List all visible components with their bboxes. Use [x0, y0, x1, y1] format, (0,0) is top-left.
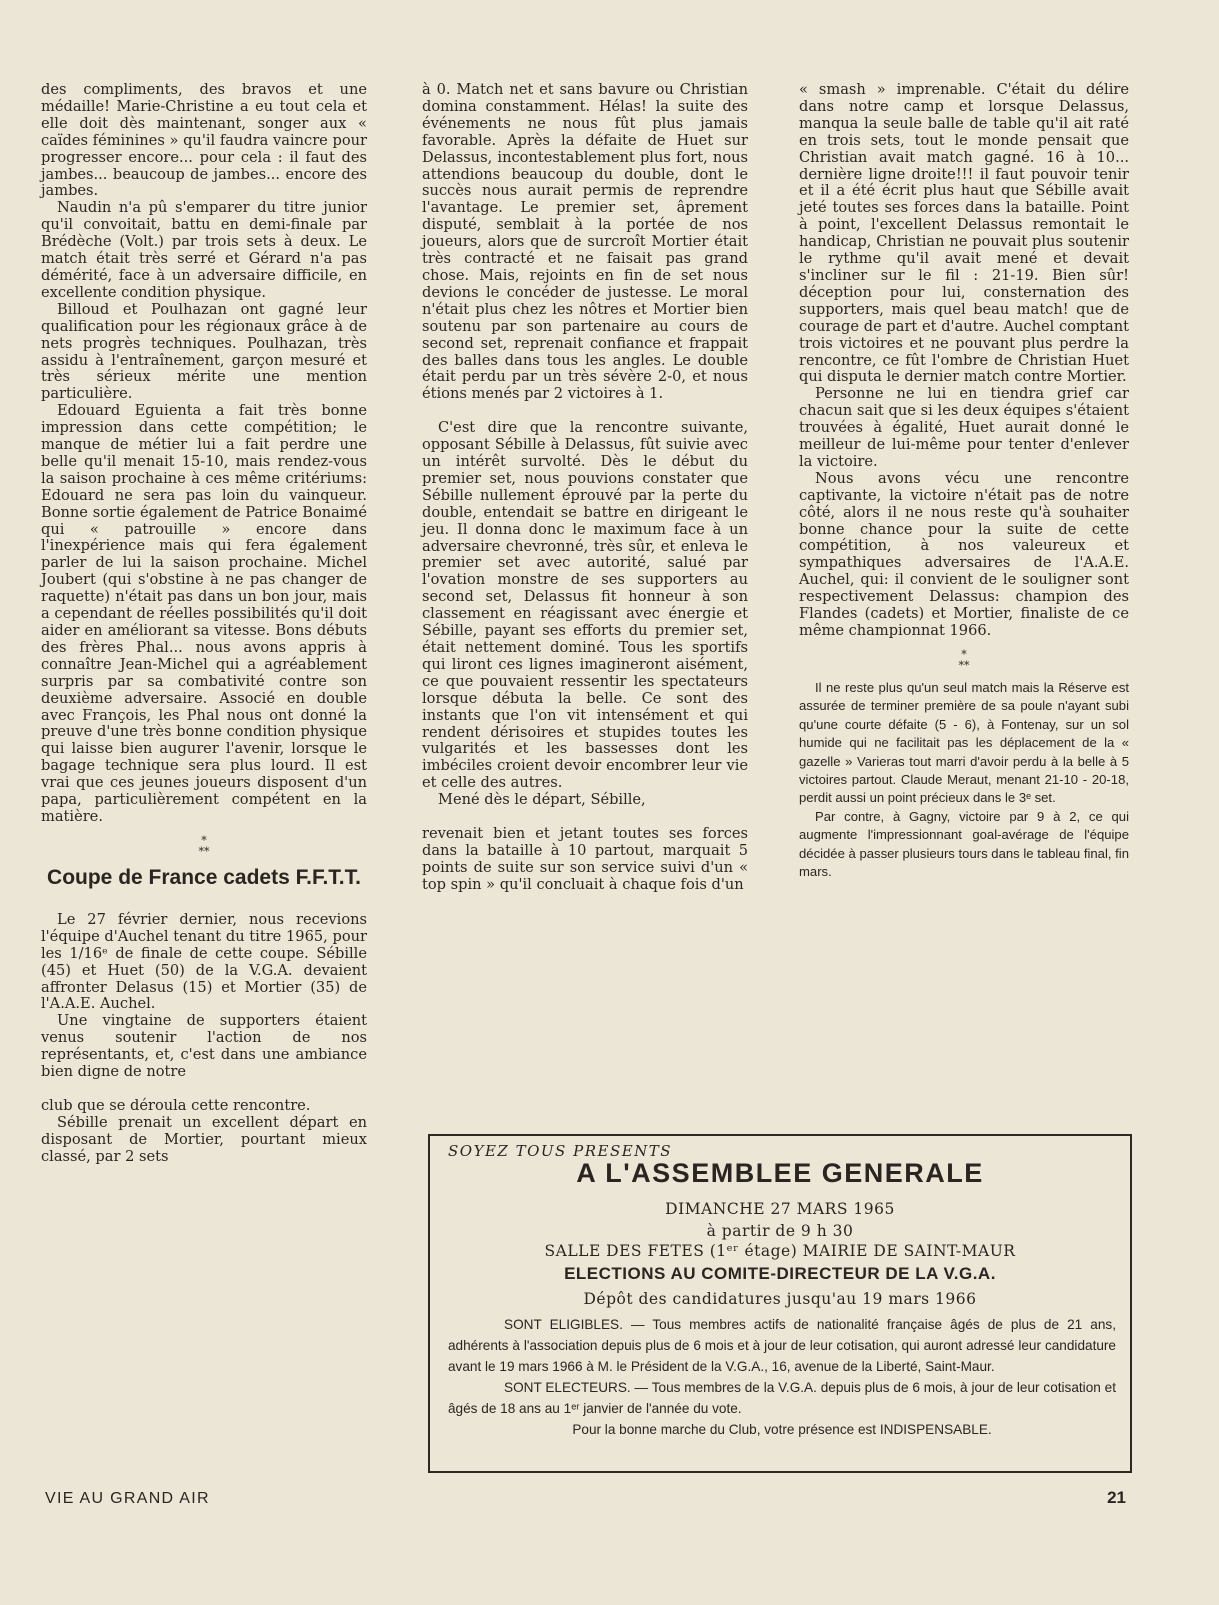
column-1: [41, 82, 367, 1166]
page-number: 21: [1107, 1488, 1126, 1507]
article-paragraph: Nous avons vécu une rencontre captivante, la victoire n'était pas de notre côté, alors il ne nous reste qu'à souhaiter bonne chance pour la suite de cette compétition, à nos valeureux et sympathiques adversaires de l'A.A.E. Auchel, qui: il convient de le souligner sont respectivement Delassus: champion des Flandes (cadets) et Mortier, finaliste de ce même championnat 1966.: [799, 469, 1129, 639]
notice-title: A L'ASSEMBLEE GENERALE: [576, 1158, 984, 1188]
article-paragraph: Sébille prenait un excellent départ en disposant de Mortier, pourtant mieux classé, par 2 sets: [41, 1113, 367, 1165]
magazine-name: VIE AU GRAND AIR: [45, 1490, 210, 1507]
article-paragraph: Une vingtaine de supporters étaient venus soutenir l'action de nos représentants, et, c'est dans une ambiance bien digne de notre: [41, 1012, 367, 1081]
article-paragraph: club que se déroula cette rencontre.: [41, 1096, 311, 1114]
article-paragraph: des compliments, des bravos et une médaille! Marie-Christine a eu tout cela et elle doit dès maintenant, songer aux « caïdes féminines » qu'il faudra vaincre pour progresser encore... pour cela : il faut des jambes... beaucoup de jambes... encore des jambes.: [41, 81, 367, 200]
notice-eligible: SONT ELIGIBLES. — Tous membres actifs de nationalité française âgés de plus de 21 ans, adhérents à l'association depuis plus de 6 mois et à jour de leur cotisation, qui auront adressé leur candidature avant le 19 mars 1966 à M. le Président de la V.G.A., 16, avenue de la Liberté, Saint-Maur.: [448, 1317, 1116, 1374]
notice-venue: SALLE DES FETES (1ᵉʳ étage) MAIRIE DE SAINT-MAUR: [544, 1242, 1016, 1260]
article-paragraph: Naudin n'a pû s'emparer du titre junior qu'il convoitait, battu en demi-finale par Brédèche (Volt.) par trois sets à deux. Le match était très serré et Gérard n'a pas démérité, face à un adversaire difficile, en excellente condition physique.: [41, 199, 367, 301]
notice-deadline: Dépôt des candidatures jusqu'au 19 mars 1966: [583, 1290, 977, 1308]
brief-paragraph: Par contre, à Gagny, victoire par 9 à 2, ce qui augmente l'impressionnant goal-avérage de l'équipe décidée à passer plusieurs tours dans le tableau final, fin mars.: [799, 808, 1129, 879]
article-paragraph: Mené dès le départ, Sébille,: [438, 791, 646, 809]
notice-header: SOYEZ TOUS PRESENTS: [448, 1142, 673, 1160]
notice-body: [448, 1314, 1116, 1440]
separator-stars: * **: [198, 833, 210, 858]
article-paragraph: revenait bien et jetant toutes ses forces dans la bataille à 10 partout, marquait 5 points de suite sur son service suivi d'un « top spin » qu'il concluait à chaque fois d'un: [422, 825, 748, 893]
column-2: [422, 82, 748, 894]
article-paragraph: Billoud et Poulhazan ont gagné leur qualification pour les régionaux grâce à de nets progrès techniques. Poulhazan, très assidu à l'entraînement, garçon mesuré et très sérieux mérite une mention particulière.: [41, 300, 367, 403]
notice-elections: ELECTIONS AU COMITE-DIRECTEUR DE LA V.G.A.: [564, 1264, 996, 1283]
notice-time: à partir de 9 h 30: [706, 1222, 854, 1240]
article-paragraph: Personne ne lui en tiendra grief car chacun sait que si les deux équipes s'étaient trouvées à égalité, Huet aurait donné le meilleur de lui-même pour tenter d'enlever la victoire.: [799, 385, 1129, 470]
reserve-brief: [799, 679, 1129, 881]
article-paragraph: C'est dire que la rencontre suivante, opposant Sébille à Delassus, fût suivie avec un intérêt survolté. Dès le début du premier set, nous pouvions constater que Sébille nullement éprouvé par la perte du double, entendait se battre en dirigeant le jeu. Il donna donc le maximum face à un adversaire chevronné, très sûr, et enleva le premier set avec autorité, salué par l'ovation monstre de ses supporters au second set, Delassus fit honneur à son classement en réagissant avec énergie et Sébille, payant ses efforts du premier set, était nettement dominé. Tous les sportifs qui liront ces lignes imagineront aisément, ce que pouvaient ressentir les spectateurs lorsque débuta la belle. Ce sont des instants que l'on vit intensément et qui rendent dérisoires et stupides toutes les vulgarités et les bassesses dont les imbéciles croient devoir encombrer leur vie et celle des autres.: [422, 419, 748, 792]
notice-electors: SONT ELECTEURS. — Tous membres de la V.G.A. depuis plus de 6 mois, à jour de leur cotisation et âgés de 18 ans au 1ᵉʳ janvier de l'année du vote.: [448, 1380, 1116, 1416]
article-paragraph: à 0. Match net et sans bavure ou Christian domina constamment. Hélas! la suite des événements ne nous fût plus jamais favorable. Après la défaite de Huet sur Delassus, incontestablement plus fort, nous attendions beaucoup du double, dont le succès nous aurait permis de reprendre l'avantage. Le premier set, âprement disputé, semblait à la portée de nos joueurs, alors que de surcroît Mortier était très contracté et ne faisait pas grand chose. Mais, rejoints en fin de set nous devions le concéder de justesse. Le moral n'était plus chez les nôtres et Mortier bien soutenu par son partenaire au cours de second set, reprenait confiance et frappait des balles dans tous les angles. Le double était perdu par un très sévère 2-0, et nous étions menés par 2 victoires à 1.: [422, 81, 748, 403]
article-paragraph: « smash » imprenable. C'était du délire dans notre camp et lorsque Delassus, manqua la seule balle de table qu'il ait raté en trois sets, tout le monde pensait que Christian avait match gagné. 16 à 10... dernière ligne droite!!! il faut pouvoir tenir et il a été écrit plus haut que Sébille avait jeté toutes ses forces dans la bataille. Point à point, l'excellent Delassus remontait le handicap, Christian ne pouvait plus soutenir le rythme qu'il avait mené et devait s'incliner sur le fil : 21-19. Bien sûr! déception pour lui, consternation des supporters, mais quel beau match! que de courage de part et d'autre. Auchel comptant trois victoires et ne pouvant plus perdre la rencontre, ce fût l'ombre de Christian Huet qui disputa le dernier match contre Mortier.: [799, 81, 1129, 386]
article-paragraph: Le 27 février dernier, nous recevions l'équipe d'Auchel tenant du titre 1965, pour les 1/16ᵉ de finale de cette coupe. Sébille (45) et Huet (50) de la V.G.A. devaient affronter Delasus (15) et Mortier (35) de l'A.A.E. Auchel.: [41, 910, 367, 1013]
brief-paragraph: Il ne reste plus qu'un seul match mais la Réserve est assurée de terminer première de sa poule n'ayant subi qu'une courte défaite (5 - 6), à Fontenay, sur un sol humide qui ne facilitait pas les déplacement de la « gazelle » Varieras tout marri d'avoir perdu à la belle à 5 victoires partout. Claude Meraut, menant 21-10 - 20-18, perdit aussi un point précieux dans le 3ᵉ set.: [799, 679, 1129, 806]
article-paragraph: Edouard Eguienta a fait très bonne impression dans cette compétition; le manque de métier lui a fait perdre une belle qu'il menait 15-10, mais rendez-vous la saison prochaine à ces même critériums: Edouard ne sera pas loin du vainqueur. Bonne sortie également de Patrice Bonaimé qui « patrouille » encore dans l'inexpérience mais qui fera également parler de lui la saison prochaine. Michel Joubert (qui s'obstine à ne pas changer de raquette) n'était pas dans un bon jour, mais a cependant de réelles possibilités qu'il doit aider en améliorant sa vitesse. Bons débuts des frères Phal... nous avons appris à connaître Jean-Michel qui a agréablement surpris par sa combativité contre son deuxième adversaire. Associé en double avec François, les Phal nous ont donné la preuve d'une très bonne condition physique qui laisse bien augurer l'avenir, lorsque le bagage technique sera plus lourd. Il est vrai que ces jeunes joueurs disposent d'un papa, particulièrement compétent en la matière.: [41, 402, 367, 825]
separator-stars: * **: [958, 647, 970, 672]
notice-date: DIMANCHE 27 MARS 1965: [665, 1200, 895, 1218]
assembly-notice: [428, 1134, 1132, 1473]
notice-closing: Pour la bonne marche du Club, votre présence est INDISPENSABLE.: [572, 1422, 992, 1437]
section-title: Coupe de France cadets F.F.T.T.: [47, 865, 361, 889]
column-3: [799, 82, 1129, 881]
